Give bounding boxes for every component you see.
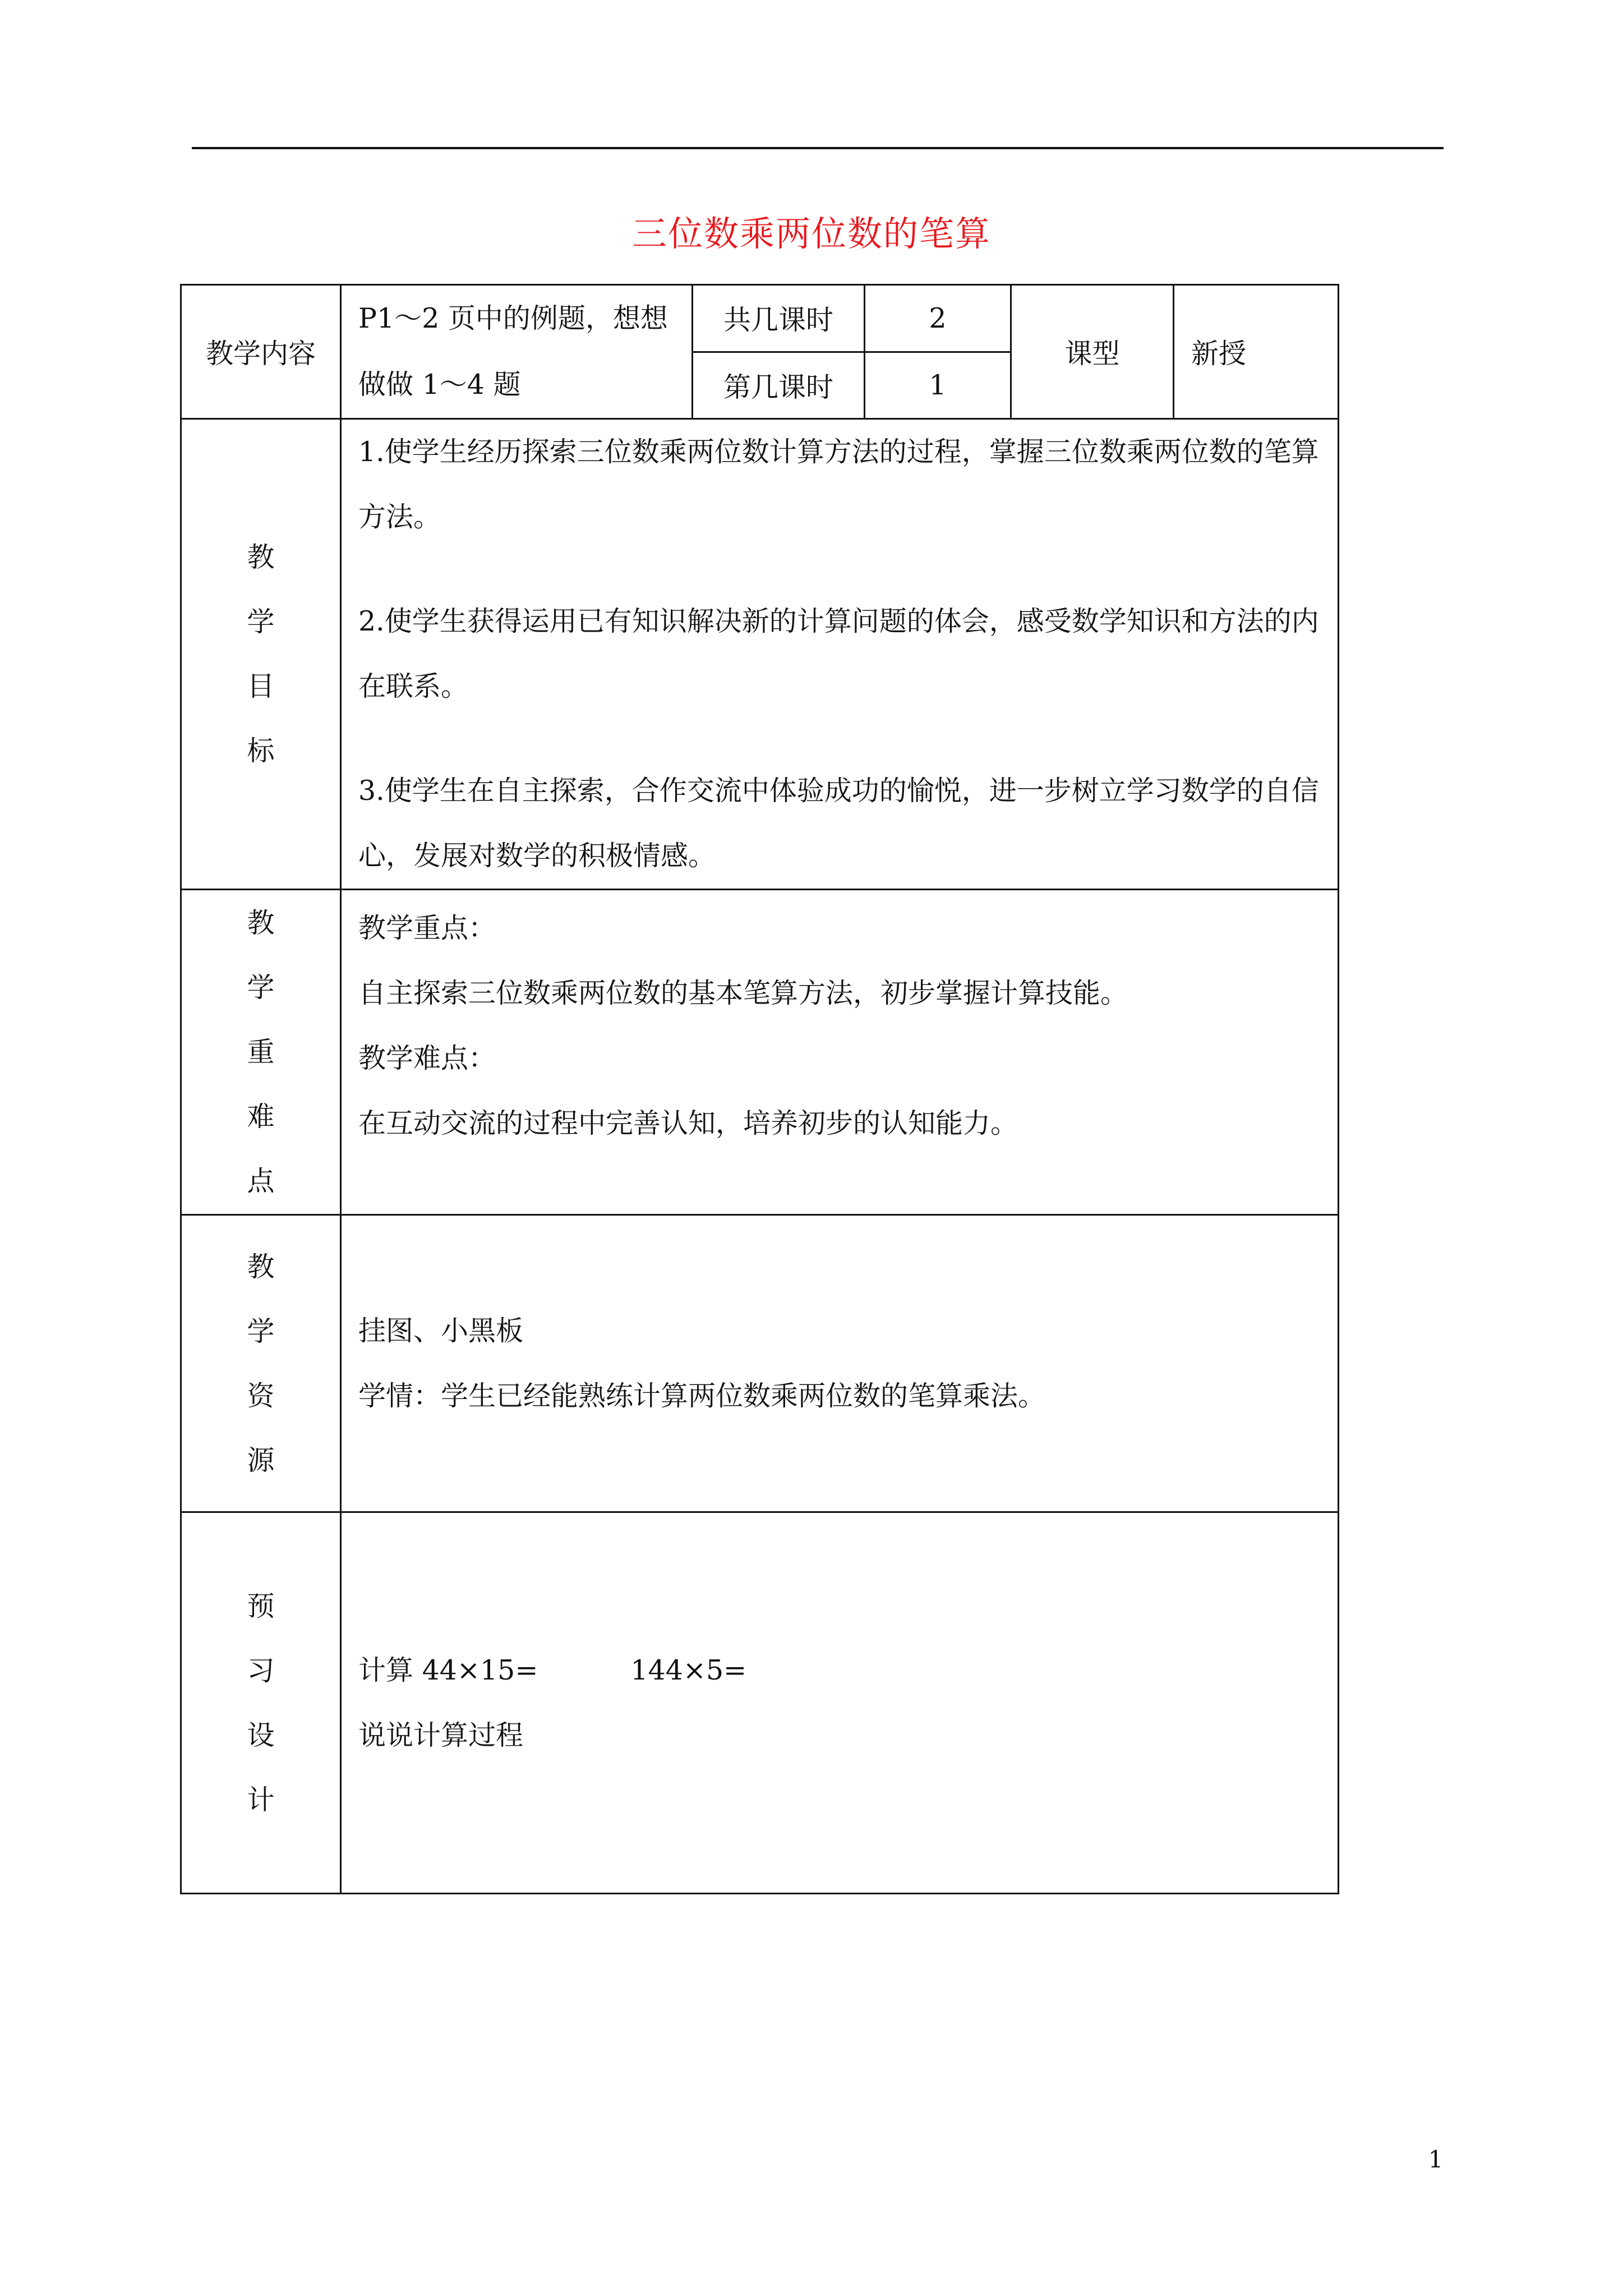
goal-item-2: 2.使学生获得运用已有知识解决新的计算问题的体会，感受数学知识和方法的内在联系。 bbox=[358, 605, 1319, 702]
page-number: 1 bbox=[1428, 2146, 1444, 2173]
goals-label-cell bbox=[181, 419, 341, 890]
header-rule bbox=[192, 147, 1444, 149]
goal-item-3: 3.使学生在自主探索，合作交流中体验成功的愉悦，进一步树立学习数学的自信心，发展对数学的积极情感。 bbox=[358, 775, 1319, 872]
key-points-label-cell bbox=[181, 890, 341, 1215]
lesson-type-label: 课型 bbox=[1064, 338, 1120, 370]
teaching-content-line-2: 做做 1～4 题 bbox=[358, 369, 521, 401]
teaching-content-label-cell bbox=[181, 285, 341, 419]
document-title: 三位数乘两位数的笔算 bbox=[631, 213, 991, 254]
total-periods-label-cell bbox=[693, 285, 865, 352]
teaching-difficulty-heading: 教学难点： bbox=[358, 1042, 496, 1074]
teaching-content-cell bbox=[341, 285, 693, 419]
header-row-top bbox=[181, 285, 1339, 352]
resources-label-char-4: 源 bbox=[247, 1444, 275, 1476]
preview-row bbox=[181, 1512, 1339, 1894]
resources-row bbox=[181, 1215, 1339, 1512]
teaching-difficulty-text: 在互动交流的过程中完善认知，培养初步的认知能力。 bbox=[358, 1107, 1018, 1139]
goals-label-char-2: 学 bbox=[247, 606, 275, 638]
goals-row bbox=[181, 419, 1339, 890]
preview-label-char-3: 设 bbox=[247, 1719, 275, 1751]
resources-label-char-1: 教 bbox=[247, 1250, 275, 1283]
key-points-row bbox=[181, 890, 1339, 1215]
preview-calculation-line bbox=[358, 1638, 1325, 1703]
teaching-focus-heading: 教学重点： bbox=[358, 912, 496, 944]
total-periods-label: 共几课时 bbox=[723, 304, 833, 337]
key-points-label-char-1: 教 bbox=[247, 907, 275, 939]
preview-instruction: 说说计算过程 bbox=[358, 1719, 524, 1751]
resources-label-cell bbox=[181, 1215, 341, 1512]
resources-student-situation: 学情：学生已经能熟练计算两位数乘两位数的笔算乘法。 bbox=[358, 1379, 1046, 1412]
period-number-value-cell bbox=[865, 352, 1011, 419]
key-points-label-char-2: 学 bbox=[247, 972, 275, 1004]
key-points-label-char-4: 难 bbox=[247, 1101, 275, 1133]
preview-calc-a: 计算 44×15= bbox=[358, 1654, 538, 1686]
preview-label-cell bbox=[181, 1512, 341, 1894]
key-points-content-cell bbox=[341, 890, 1339, 1215]
key-points-label-char-5: 点 bbox=[247, 1165, 275, 1197]
goals-content-cell bbox=[341, 419, 1339, 890]
goal-item-1: 1.使学生经历探索三位数乘两位数计算方法的过程，掌握三位数乘两位数的笔算方法。 bbox=[358, 436, 1319, 533]
preview-label-char-2: 习 bbox=[247, 1654, 275, 1687]
lesson-type-value-cell bbox=[1174, 285, 1339, 419]
goal-spacer-1 bbox=[358, 550, 1325, 589]
preview-content-cell bbox=[341, 1512, 1339, 1894]
preview-label-char-1: 预 bbox=[247, 1590, 275, 1622]
lesson-plan-table bbox=[180, 284, 1339, 1894]
total-periods-value-cell bbox=[865, 285, 1011, 352]
lesson-type-value: 新授 bbox=[1191, 338, 1247, 370]
goals-label-char-4: 标 bbox=[247, 735, 275, 767]
goals-label-char-3: 目 bbox=[247, 670, 275, 702]
goal-spacer-2 bbox=[358, 719, 1325, 758]
preview-calc-b: 144×5= bbox=[630, 1654, 747, 1686]
teaching-content-line-1: P1～2 页中的例题，想想 bbox=[358, 302, 668, 334]
resources-materials: 挂图、小黑板 bbox=[358, 1314, 524, 1347]
period-number-label: 第几课时 bbox=[723, 371, 833, 403]
total-periods-value: 2 bbox=[929, 302, 947, 334]
period-number-label-cell bbox=[693, 352, 865, 419]
resources-content-cell bbox=[341, 1215, 1339, 1512]
teaching-content-label: 教学内容 bbox=[205, 338, 316, 370]
goals-label-char-1: 教 bbox=[247, 541, 275, 573]
period-number-value: 1 bbox=[929, 369, 947, 402]
resources-label-char-2: 学 bbox=[247, 1315, 275, 1347]
key-points-label-char-3: 重 bbox=[247, 1036, 275, 1068]
teaching-focus-text: 自主探索三位数乘两位数的基本笔算方法，初步掌握计算技能。 bbox=[358, 977, 1128, 1009]
preview-label-char-4: 计 bbox=[247, 1783, 275, 1816]
lesson-type-label-cell bbox=[1011, 285, 1174, 419]
resources-label-char-3: 资 bbox=[247, 1379, 275, 1412]
